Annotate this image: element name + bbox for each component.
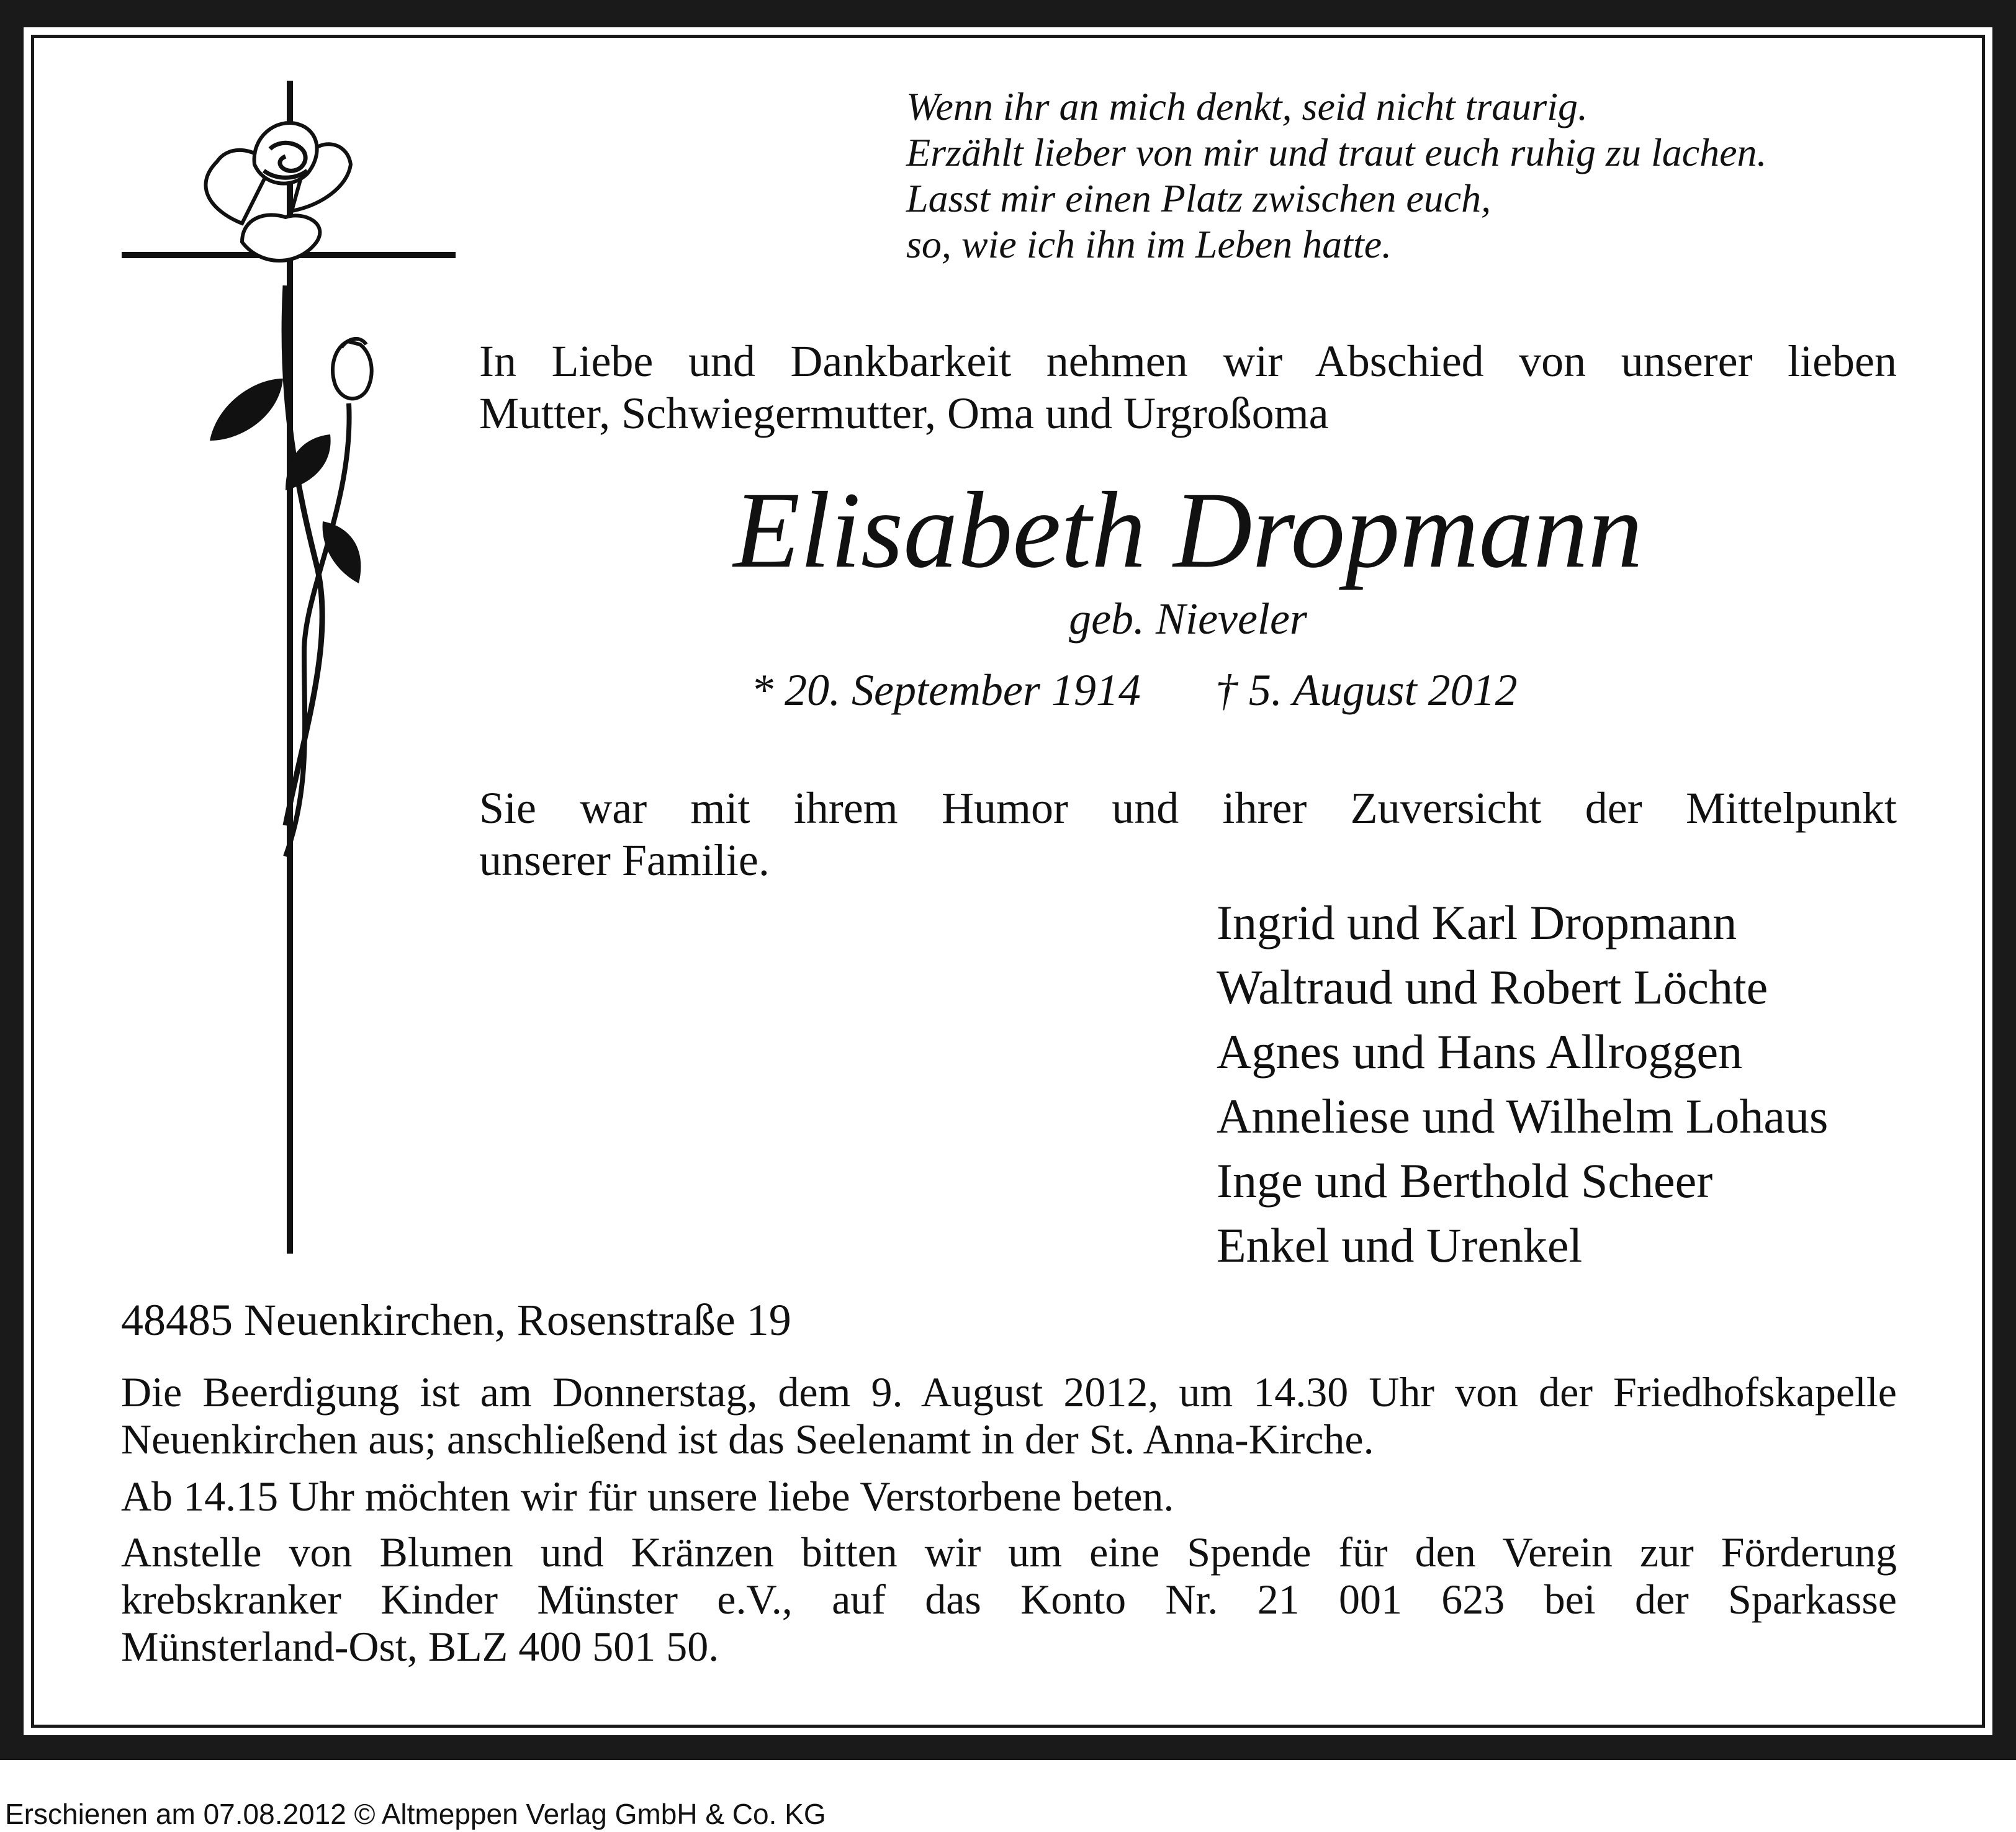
- mourner-entry: Ingrid und Karl Dropmann: [1217, 896, 1737, 950]
- publication-credit: Erschienen am 07.08.2012 © Altmeppen Verlag GmbH & Co. KG: [5, 1798, 826, 1830]
- life-dates: [751, 664, 1682, 716]
- family-address: 48485 Neuenkirchen, Rosenstraße 19: [121, 1295, 791, 1345]
- intro-line: In Liebe und Dankbarkeit nehmen wir Abschied von unserer lieben: [479, 336, 1897, 386]
- donation-line: Münsterland-Ost, BLZ 400 501 50.: [121, 1623, 719, 1670]
- tribute-text: [479, 782, 1897, 886]
- tribute-line: unserer Familie.: [479, 835, 770, 885]
- deceased-name: Elisabeth Dropmann: [733, 470, 1643, 591]
- donation-info: [121, 1529, 1897, 1670]
- funeral-line: Neuenkirchen aus; anschließend ist das Seelenamt in der St. Anna-Kirche.: [121, 1416, 1374, 1463]
- poem-line: so, wie ich ihn im Leben hatte.: [906, 222, 1392, 266]
- birth-date: * 20. September 1914: [751, 665, 1141, 715]
- prayer-line: Ab 14.15 Uhr möchten wir für unsere liebe Verstorbene beten.: [121, 1473, 1174, 1520]
- tribute-line: Sie war mit ihrem Humor und ihrer Zuversicht der Mittelpunkt: [479, 783, 1897, 833]
- death-date: † 5. August 2012: [1215, 665, 1518, 715]
- poem: [906, 84, 1930, 267]
- poem-line: Wenn ihr an mich denkt, seid nicht traurig.: [906, 84, 1588, 128]
- mourner-entry: Waltraud und Robert Löchte: [1217, 960, 1768, 1014]
- mourner-entry: Anneliese und Wilhelm Lohaus: [1217, 1089, 1829, 1143]
- poem-line: Lasst mir einen Platz zwischen euch,: [906, 176, 1492, 220]
- funeral-info: [121, 1368, 1897, 1463]
- donation-line: krebskranker Kinder Münster e.V., auf das Konto Nr. 21 001 623 bei der Sparkasse: [121, 1576, 1897, 1623]
- donation-line: Anstelle von Blumen und Kränzen bitten wir um eine Spende für den Verein zur Förderung: [121, 1529, 1897, 1576]
- mourner-entry: Agnes und Hans Allroggen: [1217, 1025, 1743, 1079]
- intro-line: Mutter, Schwiegermutter, Oma und Urgroßoma: [479, 388, 1329, 438]
- cross-with-rose-icon: [99, 56, 509, 1260]
- maiden-name: geb. Nieveler: [1069, 594, 1307, 644]
- mourners-list: [1217, 891, 1930, 1278]
- intro-text: [479, 335, 1897, 439]
- prayer-info: [121, 1473, 1897, 1520]
- mourner-entry: Inge und Berthold Scheer: [1217, 1154, 1713, 1208]
- funeral-line: Die Beerdigung ist am Donnerstag, dem 9. August 2012, um 14.30 Uhr von der Friedhofskapelle: [121, 1368, 1897, 1416]
- mourner-entry: Enkel und Urenkel: [1217, 1218, 1583, 1272]
- poem-line: Erzählt lieber von mir und traut euch ruhig zu lachen.: [906, 130, 1767, 174]
